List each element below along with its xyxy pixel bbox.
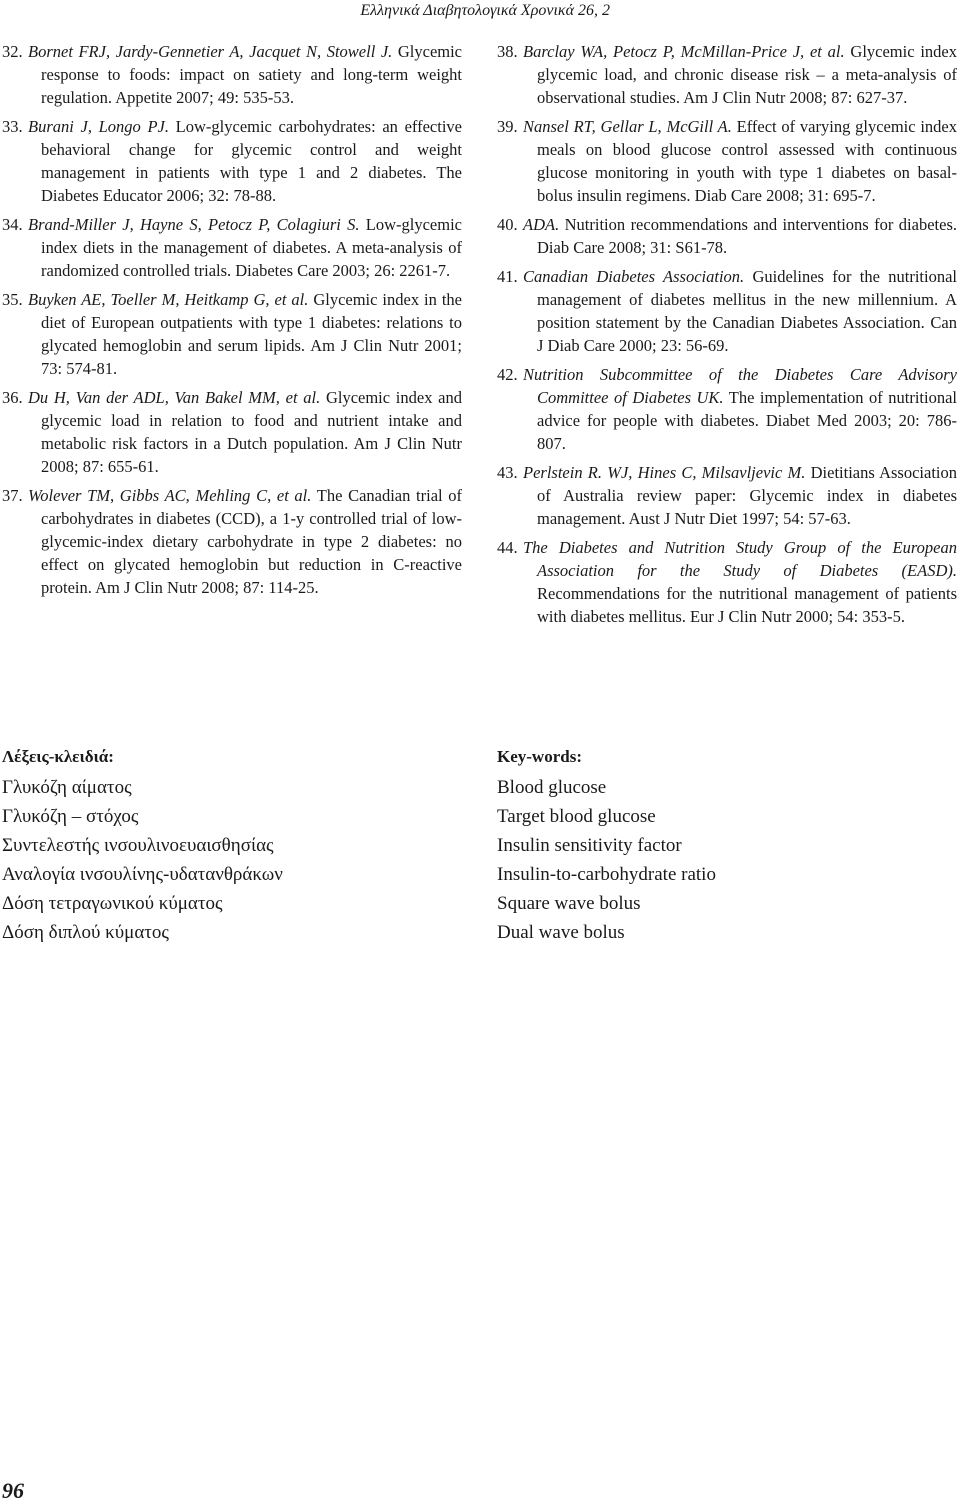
reference-number: 34. [2,215,23,234]
reference-item [2,40,462,109]
keyword-item: Δόση διπλού κύματος [2,922,169,943]
reference-authors: Du H, Van der ADL, Van Bakel MM, et al. [28,388,321,407]
reference-authors: The Diabetes and Nutrition Study Group of the European Association for the Study of Diabetes (EASD). [523,538,957,580]
keyword-item: Blood glucose [497,777,607,798]
reference-text: Dietitians Association of Australia review paper: Glycemic index in diabetes management. Aust J Nutr Diet 1997; 54: 57-63. [537,463,957,528]
reference-authors: ADA. [523,215,560,234]
references-right-column [497,40,957,634]
keyword-item: Γλυκόζη αίματος [2,777,132,798]
reference-number: 36. [2,388,23,407]
reference-text: Low-glycemic carbohydrates: an effective behavioral change for glycemic control and weight management in patients with type 1 and 2 diabetes. The Diabetes Educator 2006; 32: 78-88. [41,117,462,205]
keyword-item: Δόση τετραγωνικού κύματος [2,893,223,914]
page-number: 96 [2,1478,24,1503]
reference-item [497,461,957,530]
reference-authors: Canadian Diabetes Association. [523,267,745,286]
reference-item [497,213,957,259]
keyword-item: Dual wave bolus [497,922,625,943]
reference-authors: Nutrition Subcommittee of the Diabetes Care Advisory Committee of Diabetes UK. [523,365,957,407]
reference-text: The Canadian trial of carbohydrates in diabetes (CCD), a 1-y controlled trial of low-glycemic-index dietary carbohydrate in type 2 diabetes: no effect on glycated hemoglobin but reduction in C-reactive protein. Am J Clin Nutr 2008; 87: 114-25. [41,486,462,597]
reference-authors: Bornet FRJ, Jardy-Gennetier A, Jacquet N, Stowell J. [28,42,393,61]
reference-number: 44. [497,538,518,557]
keyword-item: Insulin sensitivity factor [497,835,682,856]
keywords-greek [2,742,442,947]
reference-authors: Brand-Miller J, Hayne S, Petocz P, Colagiuri S. [28,215,360,234]
keywords-english [497,742,937,947]
reference-number: 41. [497,267,518,286]
reference-number: 37. [2,486,23,505]
reference-item [2,213,462,282]
reference-text: Glycemic index and glycemic load in relation to food and nutrient intake and metabolic risk factors in a Dutch population. Am J Clin Nutr 2008; 87: 655-61. [41,388,462,476]
reference-number: 33. [2,117,23,136]
reference-number: 40. [497,215,518,234]
reference-item [2,484,462,599]
reference-authors: Burani J, Longo PJ. [28,117,169,136]
reference-number: 39. [497,117,518,136]
references-left-column [2,40,462,605]
keyword-item: Insulin-to-carbohydrate ratio [497,864,716,885]
reference-authors: Nansel RT, Gellar L, McGill A. [523,117,732,136]
reference-text: Low-glycemic index diets in the management of diabetes. A meta-analysis of randomized controlled trials. Diabetes Care 2003; 26: 2261-7. [41,215,462,280]
keywords-greek-title: Λέξεις-κλειδιά: [2,747,114,766]
reference-text: Glycemic index glycemic load, and chronic disease risk – a meta-analysis of observational studies. Am J Clin Nutr 2008; 87: 627-37. [537,42,958,107]
reference-authors: Wolever TM, Gibbs AC, Mehling C, et al. [28,486,312,505]
reference-text: The implementation of nutritional advice for people with diabetes. Diabet Med 2003; 20: 786-807. [537,388,957,453]
reference-item [2,115,462,207]
reference-text: Glycemic index in the diet of European outpatients with type 1 diabetes: relations to glycated hemoglobin and serum lipids. Am J Clin Nutr 2001; 73: 574-81. [41,290,463,378]
keyword-item: Συντελεστής ινσουλινοευαισθησίας [2,835,274,856]
reference-item [2,386,462,478]
reference-authors: Buyken AE, Toeller M, Heitkamp G, et al. [28,290,309,309]
reference-item [2,288,462,380]
reference-item [497,115,957,207]
reference-text: Recommendations for the nutritional management of patients with diabetes mellitus. Eur J Clin Nutr 2000; 54: 353-5. [537,584,957,626]
reference-text: Glycemic response to foods: impact on satiety and long-term weight regulation. Appetite 2007; 49: 535-53. [41,42,463,107]
reference-item [497,363,957,455]
reference-number: 35. [2,290,23,309]
reference-text: Effect of varying glycemic index meals on blood glucose control assessed with continuous glucose monitoring in youth with type 1 diabetes on basal-bolus insulin regimens. Diab Care 2008; 31: 695-7. [537,117,958,205]
reference-number: 32. [2,42,23,61]
reference-number: 38. [497,42,518,61]
reference-item [497,40,957,109]
reference-authors: Barclay WA, Petocz P, McMillan-Price J, et al. [523,42,845,61]
reference-item [497,265,957,357]
reference-number: 42. [497,365,518,384]
reference-number: 43. [497,463,518,482]
running-head: Ελληνικά Διαβητολογικά Χρονικά 26, 2 [360,2,610,19]
reference-text: Nutrition recommendations and interventions for diabetes. Diab Care 2008; 31: S61-78. [537,215,957,257]
keyword-item: Square wave bolus [497,893,641,914]
keyword-item: Γλυκόζη – στόχος [2,806,139,827]
reference-authors: Perlstein R. WJ, Hines C, Milsavljevic M. [523,463,806,482]
reference-item [497,536,957,628]
keyword-item: Target blood glucose [497,806,656,827]
keyword-item: Αναλογία ινσουλίνης-υδατανθράκων [2,864,283,885]
keywords-english-title: Key-words: [497,747,582,766]
reference-text: Guidelines for the nutritional management of diabetes mellitus in the new millennium. A position statement by the Canadian Diabetes Association. Can J Diab Care 2000; 23: 56-69. [537,267,957,355]
